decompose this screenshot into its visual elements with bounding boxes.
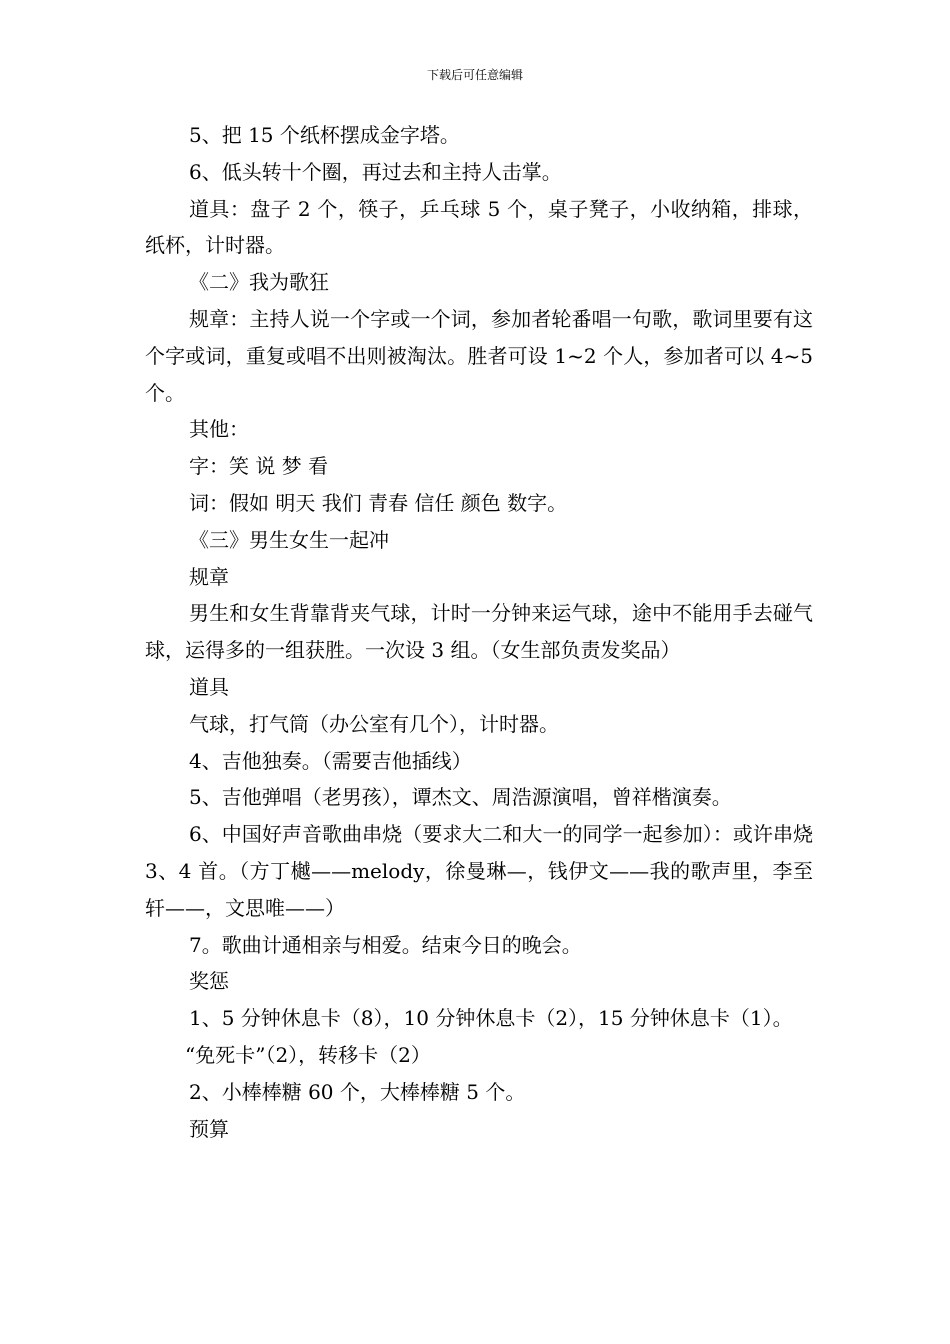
paragraph: 词：假如 明天 我们 青春 信任 颜色 数字。: [189, 490, 568, 515]
paragraph: 道具: [189, 674, 229, 699]
paragraph: “免死卡”（2），转移卡（2）: [185, 1042, 431, 1067]
paragraph: 字：笑 说 梦 看: [189, 454, 329, 479]
paragraph: 规章: [189, 564, 229, 589]
paragraph: 男生和女生背靠背夹气球，计时一分钟来运气球，途中不能用手去碰气球，运得多的一组获胜。一次设 3 组。（女生部负责发奖品）: [145, 601, 813, 663]
paragraph: 5、把 15 个纸杯摆成金字塔。: [189, 123, 460, 147]
paragraph: 奖惩: [189, 969, 229, 994]
paragraph: 5、吉他弹唱（老男孩），谭杰文、周浩源演唱，曾祥楷演奏。: [189, 785, 732, 810]
section-heading: 《三》男生女生一起冲: [189, 527, 389, 552]
paragraph: 预算: [189, 1116, 229, 1141]
section-heading: 《二》我为歌狂: [189, 270, 329, 295]
document-body: [145, 117, 813, 1147]
paragraph: 道具：盘子 2 个，筷子，乒乓球 5 个，桌子凳子，小收纳箱，排球，纸杯，计时器。: [145, 196, 813, 258]
paragraph: 气球，打气筒（办公室有几个），计时器。: [189, 711, 559, 736]
page-header: 下载后可任意编辑: [426, 68, 523, 82]
paragraph: 4、吉他独奏。（需要吉他插线）: [189, 748, 472, 773]
paragraph: 其他：: [189, 417, 249, 442]
paragraph: 1、5 分钟休息卡（8），10 分钟休息卡（2），15 分钟休息卡（1）。: [189, 1006, 793, 1031]
paragraph: 7。歌曲计通相亲与相爱。结束今日的晚会。: [189, 932, 582, 957]
paragraph: 规章：主持人说一个字或一个词，参加者轮番唱一句歌，歌词里要有这个字或词，重复或唱不出则被淘汰。胜者可设 1~2 个人，参加者可以 4~5 个。: [145, 306, 813, 405]
paragraph: 2、小棒棒糖 60 个，大棒棒糖 5 个。: [189, 1079, 526, 1104]
paragraph: 6、中国好声音歌曲串烧（要求大二和大一的同学一起参加）：或许串烧 3、4 首。（方丁樾——melody，徐曼琳—，钱伊文——我的歌声里，李至轩——，文思唯——）: [145, 822, 813, 920]
paragraph: 6、低头转十个圈，再过去和主持人击掌。: [189, 159, 562, 184]
